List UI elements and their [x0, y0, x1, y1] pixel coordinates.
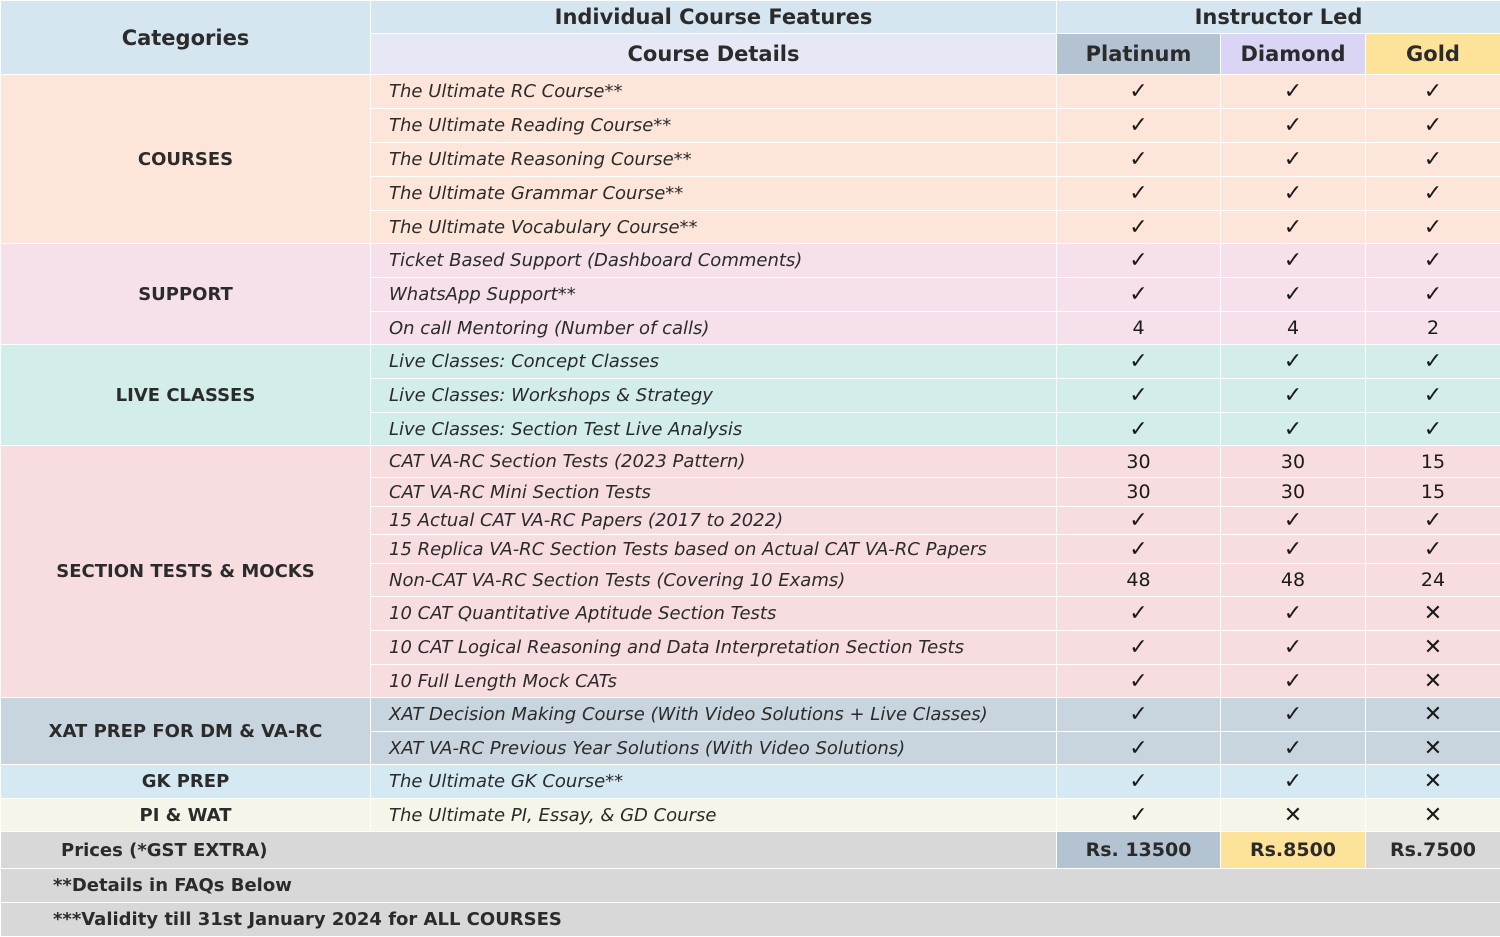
feature-label: Ticket Based Support (Dashboard Comments) [371, 244, 1057, 278]
cross-icon: ✕ [1423, 769, 1443, 794]
platinum-value check-icon [1057, 109, 1221, 143]
category-pi-wat: PI & WAT [1, 799, 371, 832]
check-icon: ✓ [1423, 79, 1443, 104]
plan-gold-header: Gold [1366, 34, 1500, 75]
gold-value [1366, 446, 1500, 478]
check-icon: ✓ [1423, 147, 1443, 172]
platinum-value check-icon [1057, 379, 1221, 413]
diamond-value cross-icon [1221, 799, 1366, 832]
table-row [1, 345, 1500, 379]
check-icon: ✓ [1283, 147, 1303, 172]
prices-label: Prices (*GST EXTRA) [1, 832, 1057, 869]
cross-icon: ✕ [1423, 601, 1443, 626]
platinum-value check-icon [1057, 244, 1221, 278]
check-icon: ✓ [1283, 79, 1303, 104]
cross-icon: ✕ [1423, 735, 1443, 761]
feature-label: On call Mentoring (Number of calls) [371, 312, 1057, 345]
price-gold: Rs.7500 [1366, 832, 1500, 869]
cross-icon: ✕ [1283, 802, 1303, 828]
price-diamond: Rs.8500 [1221, 832, 1366, 869]
gold-value cross-icon [1366, 665, 1500, 698]
value-text: 30 [1126, 450, 1151, 473]
feature-label: The Ultimate Reasoning Course** [371, 143, 1057, 177]
check-icon: ✓ [1423, 508, 1443, 533]
feature-label: 10 CAT Logical Reasoning and Data Interpretation Section Tests [371, 631, 1057, 665]
check-icon: ✓ [1129, 282, 1148, 307]
check-icon: ✓ [1129, 214, 1148, 240]
platinum-value check-icon [1057, 345, 1221, 379]
feature-label: Live Classes: Concept Classes [371, 345, 1057, 379]
gold-value check-icon [1366, 278, 1500, 312]
feature-label: 10 CAT Quantitative Aptitude Section Tests [371, 597, 1057, 631]
diamond-value check-icon [1221, 631, 1366, 665]
gold-value check-icon [1366, 109, 1500, 143]
instructor-led-header: Instructor Led [1057, 1, 1500, 34]
feature-label: Live Classes: Workshops & Strategy [371, 379, 1057, 413]
platinum-value [1057, 446, 1221, 478]
diamond-value check-icon [1221, 535, 1366, 564]
gold-value cross-icon [1366, 631, 1500, 665]
category-courses: COURSES [1, 75, 371, 244]
feature-label: The Ultimate PI, Essay, & GD Course [371, 799, 1057, 832]
check-icon: ✓ [1283, 282, 1303, 307]
check-icon: ✓ [1423, 282, 1443, 307]
platinum-value check-icon [1057, 597, 1221, 631]
value-text: 4 [1132, 317, 1145, 339]
cross-icon: ✕ [1423, 702, 1443, 727]
check-icon: ✓ [1129, 416, 1148, 442]
check-icon: ✓ [1283, 508, 1303, 533]
categories-header: Categories [1, 1, 371, 75]
value-text: 48 [1280, 569, 1306, 591]
table-row [1, 765, 1500, 799]
cross-icon: ✕ [1423, 635, 1443, 660]
table-row [1, 446, 1500, 478]
diamond-value [1221, 446, 1366, 478]
check-icon: ✓ [1129, 769, 1148, 794]
check-icon: ✓ [1129, 802, 1148, 828]
value-text: 15 [1420, 450, 1446, 473]
platinum-value check-icon [1057, 732, 1221, 765]
value-text: 30 [1126, 481, 1151, 503]
cross-icon: ✕ [1423, 802, 1443, 828]
gold-value cross-icon [1366, 597, 1500, 631]
diamond-value check-icon [1221, 698, 1366, 732]
check-icon: ✓ [1129, 181, 1148, 206]
check-icon: ✓ [1283, 668, 1303, 694]
feature-label: CAT VA-RC Section Tests (2023 Pattern) [371, 446, 1057, 478]
check-icon: ✓ [1423, 248, 1443, 273]
platinum-value [1057, 564, 1221, 597]
category-live-classes: LIVE CLASSES [1, 345, 371, 446]
check-icon: ✓ [1283, 248, 1303, 273]
diamond-value [1221, 564, 1366, 597]
gold-value check-icon [1366, 413, 1500, 446]
platinum-value [1057, 312, 1221, 345]
feature-label: The Ultimate GK Course** [371, 765, 1057, 799]
check-icon: ✓ [1129, 668, 1148, 694]
gold-value [1366, 564, 1500, 597]
gold-value check-icon [1366, 379, 1500, 413]
table-row [1, 244, 1500, 278]
check-icon: ✓ [1283, 536, 1303, 562]
feature-label: The Ultimate Grammar Course** [371, 177, 1057, 211]
platinum-value check-icon [1057, 75, 1221, 109]
feature-label: 15 Actual CAT VA-RC Papers (2017 to 2022) [371, 507, 1057, 535]
value-text: 48 [1126, 569, 1151, 591]
check-icon: ✓ [1129, 383, 1148, 408]
gold-value check-icon [1366, 345, 1500, 379]
category-gk-prep: GK PREP [1, 765, 371, 799]
diamond-value check-icon [1221, 177, 1366, 211]
gold-value check-icon [1366, 143, 1500, 177]
check-icon: ✓ [1283, 735, 1303, 761]
value-text: 4 [1286, 317, 1300, 339]
platinum-value check-icon [1057, 765, 1221, 799]
gold-value check-icon [1366, 177, 1500, 211]
table-row [1, 799, 1500, 832]
feature-label: The Ultimate RC Course** [371, 75, 1057, 109]
check-icon: ✓ [1129, 635, 1148, 660]
diamond-value check-icon [1221, 75, 1366, 109]
feature-label: 15 Replica VA-RC Section Tests based on Actual CAT VA-RC Papers [371, 535, 1057, 564]
feature-label: XAT Decision Making Course (With Video Solutions + Live Classes) [371, 698, 1057, 732]
gold-value check-icon [1366, 244, 1500, 278]
diamond-value check-icon [1221, 244, 1366, 278]
value-text: 30 [1280, 481, 1306, 503]
check-icon: ✓ [1283, 349, 1303, 374]
check-icon: ✓ [1283, 383, 1303, 408]
diamond-value check-icon [1221, 665, 1366, 698]
platinum-value check-icon [1057, 698, 1221, 732]
check-icon: ✓ [1129, 508, 1148, 533]
platinum-value check-icon [1057, 507, 1221, 535]
feature-label: Non-CAT VA-RC Section Tests (Covering 10 Exams) [371, 564, 1057, 597]
diamond-value check-icon [1221, 507, 1366, 535]
check-icon: ✓ [1423, 214, 1443, 240]
note-validity: ***Validity till 31st January 2024 for ALL COURSES [1, 903, 1500, 937]
platinum-value check-icon [1057, 535, 1221, 564]
diamond-value check-icon [1221, 143, 1366, 177]
feature-label: WhatsApp Support** [371, 278, 1057, 312]
platinum-value check-icon [1057, 799, 1221, 832]
diamond-value check-icon [1221, 413, 1366, 446]
diamond-value [1221, 478, 1366, 507]
category-xat-prep-for-dm-va-rc: XAT PREP FOR DM & VA-RC [1, 698, 371, 765]
cross-icon: ✕ [1423, 668, 1443, 694]
gold-value cross-icon [1366, 765, 1500, 799]
check-icon: ✓ [1283, 181, 1303, 206]
plan-platinum-header: Platinum [1057, 34, 1221, 75]
platinum-value check-icon [1057, 631, 1221, 665]
gold-value check-icon [1366, 507, 1500, 535]
value-text: 15 [1420, 481, 1446, 503]
check-icon: ✓ [1283, 214, 1303, 240]
diamond-value check-icon [1221, 379, 1366, 413]
check-icon: ✓ [1283, 113, 1303, 138]
diamond-value [1221, 312, 1366, 345]
platinum-value [1057, 478, 1221, 507]
gold-value cross-icon [1366, 799, 1500, 832]
check-icon: ✓ [1129, 248, 1148, 273]
platinum-value check-icon [1057, 413, 1221, 446]
check-icon: ✓ [1129, 79, 1148, 104]
feature-label: The Ultimate Vocabulary Course** [371, 211, 1057, 244]
gold-value [1366, 478, 1500, 507]
platinum-value check-icon [1057, 143, 1221, 177]
check-icon: ✓ [1129, 735, 1148, 761]
diamond-value check-icon [1221, 278, 1366, 312]
feature-label: The Ultimate Reading Course** [371, 109, 1057, 143]
platinum-value check-icon [1057, 665, 1221, 698]
check-icon: ✓ [1129, 702, 1148, 727]
feature-label: Live Classes: Section Test Live Analysis [371, 413, 1057, 446]
check-icon: ✓ [1423, 349, 1443, 374]
value-text: 24 [1420, 569, 1446, 591]
category-section-tests-mocks: SECTION TESTS & MOCKS [1, 446, 371, 698]
course-details-header: Course Details [371, 34, 1057, 75]
check-icon: ✓ [1423, 416, 1443, 442]
check-icon: ✓ [1423, 536, 1443, 562]
gold-value check-icon [1366, 75, 1500, 109]
table-row [1, 75, 1500, 109]
check-icon: ✓ [1283, 635, 1303, 660]
diamond-value check-icon [1221, 211, 1366, 244]
diamond-value check-icon [1221, 345, 1366, 379]
check-icon: ✓ [1129, 147, 1148, 172]
note-faq: **Details in FAQs Below [1, 869, 1500, 903]
plan-diamond-header: Diamond [1221, 34, 1366, 75]
diamond-value check-icon [1221, 109, 1366, 143]
feature-label: 10 Full Length Mock CATs [371, 665, 1057, 698]
gold-value [1366, 312, 1500, 345]
value-text: 2 [1426, 317, 1440, 339]
check-icon: ✓ [1129, 601, 1148, 626]
table-row [1, 698, 1500, 732]
diamond-value check-icon [1221, 597, 1366, 631]
check-icon: ✓ [1283, 702, 1303, 727]
category-support: SUPPORT [1, 244, 371, 345]
gold-value cross-icon [1366, 698, 1500, 732]
gold-value check-icon [1366, 211, 1500, 244]
platinum-value check-icon [1057, 278, 1221, 312]
check-icon: ✓ [1129, 536, 1148, 562]
gold-value cross-icon [1366, 732, 1500, 765]
gold-value check-icon [1366, 535, 1500, 564]
diamond-value check-icon [1221, 765, 1366, 799]
check-icon: ✓ [1423, 113, 1443, 138]
check-icon: ✓ [1423, 383, 1443, 408]
check-icon: ✓ [1129, 349, 1148, 374]
check-icon: ✓ [1283, 416, 1303, 442]
diamond-value check-icon [1221, 732, 1366, 765]
check-icon: ✓ [1129, 113, 1148, 138]
feature-label: CAT VA-RC Mini Section Tests [371, 478, 1057, 507]
features-header: Individual Course Features [371, 1, 1057, 34]
table-body [1, 75, 1500, 832]
check-icon: ✓ [1423, 181, 1443, 206]
check-icon: ✓ [1283, 769, 1303, 794]
feature-label: XAT VA-RC Previous Year Solutions (With Video Solutions) [371, 732, 1057, 765]
price-platinum: Rs. 13500 [1057, 832, 1221, 869]
value-text: 30 [1280, 450, 1306, 473]
platinum-value check-icon [1057, 211, 1221, 244]
check-icon: ✓ [1283, 601, 1303, 626]
platinum-value check-icon [1057, 177, 1221, 211]
